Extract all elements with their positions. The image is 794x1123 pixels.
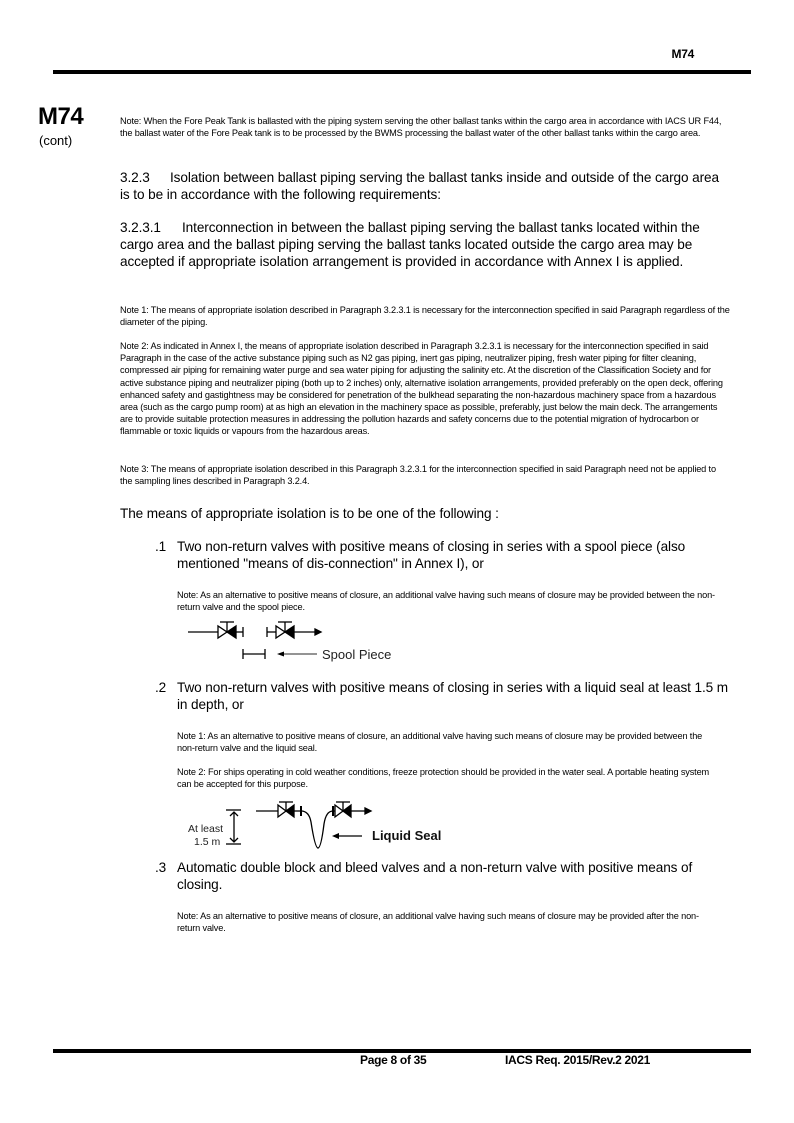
section-3-2-3	[120, 169, 730, 203]
list-marker: .2	[155, 680, 167, 695]
side-continued-label: (cont)	[39, 133, 73, 148]
list-marker: .1	[155, 539, 167, 554]
note-2: Note 2: As indicated in Annex I, the means of appropriate isolation described in Paragraph 3.2.3.1 is necessary for the interconnection specified in said Paragraph in the case of the active substance piping such as N2 gas piping, inert gas piping, neutralizer piping, fresh water piping for filter cleaning, compressed air piping for remaining water purge and sea water piping for adjusting the salinity etc. At the discretion of the Classification Society and for active substance piping and neutralizer piping (both up to 2 inches) only, alternative isolation arrangements, provided preferably on the open deck, offering enhanced safety and gastightness may be considered for penetration of the bulkhead separating the non-hazardous machinery space from a hazardous area (such as the cargo pump room) at as high an elevation in the machinery space as possible, preferably, just below the main deck. The arrangements are to provide suitable protection measures in addressing the pollution hazards and safety concerns due to the potential migration of hydrocarbon or flammable or toxic liquids or vapours from the hazardous areas.	[120, 341, 723, 437]
intro-note: Note: When the Fore Peak Tank is ballasted with the piping system serving the other ballast tanks within the cargo area in accordance with IACS UR F44, the ballast water of the Fore Peak tank is to be processed by the BWMS processing the ballast water of the other ballast tanks within the cargo area.	[120, 116, 722, 139]
document-reference: IACS Req. 2015/Rev.2 2021	[505, 1053, 651, 1067]
note-1: Note 1: The means of appropriate isolation described in Paragraph 3.2.3.1 is necessary for the interconnection specified in said Paragraph regardless of the diameter of the piping.	[120, 305, 730, 328]
section-number: 3.2.3.1	[120, 220, 161, 235]
section-3-2-3-1	[120, 219, 730, 270]
non-return-valve-icon	[218, 622, 236, 638]
liquid-seal-label: Liquid Seal	[372, 828, 442, 843]
pointer-arrow-icon	[277, 652, 284, 657]
list-item-text: Two non-return valves with positive means of closing in series with a spool piece (also mentioned "means of dis-connection" in Annex I), or	[177, 539, 686, 571]
section-text: Isolation between ballast piping serving the ballast tanks inside and outside of the cargo area is to be in accordance with the following requirements:	[120, 170, 719, 202]
header-document-code: M74	[671, 47, 694, 61]
liquid-seal-diagram	[180, 800, 460, 852]
section-number: 3.2.3	[120, 170, 150, 185]
item-1-note: Note: As an alternative to positive means of closure, an additional valve having such means of closure may be provided between the non-return valve and the spool piece.	[177, 590, 715, 613]
side-document-code: M74	[38, 103, 84, 130]
item-3-note: Note: As an alternative to positive means of closure, an additional valve having such means of closure may be provided after the non-return valve.	[177, 911, 699, 934]
depth-label-line-2: 1.5 m	[194, 836, 221, 848]
means-intro: The means of appropriate isolation is to be one of the following :	[120, 506, 499, 521]
flow-arrow-icon	[315, 629, 321, 635]
non-return-valve-icon	[335, 802, 351, 817]
item-2-note-1: Note 1: As an alternative to positive means of closure, an additional valve having such means of closure may be provided between the non-return valve and the liquid seal.	[177, 731, 703, 754]
liquid-seal-bend-icon	[301, 811, 333, 848]
flow-arrow-icon	[365, 808, 371, 814]
non-return-valve-icon	[278, 802, 294, 817]
list-item-text: Automatic double block and bleed valves and a non-return valve with positive means of closing.	[177, 860, 693, 892]
note-3: Note 3: The means of appropriate isolation described in this Paragraph 3.2.3.1 for the interconnection specified in said Paragraph need not be applied to the sampling lines described in Paragraph 3.2.4.	[120, 464, 716, 487]
page-number: Page 8 of 35	[360, 1053, 427, 1067]
header-rule	[53, 70, 751, 74]
spool-piece-label: Spool Piece	[322, 647, 392, 662]
spool-piece-icon	[243, 649, 265, 659]
non-return-valve-icon	[276, 622, 294, 638]
list-marker: .3	[155, 860, 167, 875]
list-item-text: Two non-return valves with positive means of closing in series with a liquid seal at least 1.5 m in depth, or	[177, 680, 729, 712]
item-2-note-2: Note 2: For ships operating in cold weather conditions, freeze protection should be provided in the water seal. A portable heating system can be accepted for this purpose.	[177, 767, 710, 790]
spool-piece-diagram	[185, 618, 415, 664]
depth-label-line-1: At least	[188, 823, 224, 835]
depth-dimension-icon	[226, 810, 241, 844]
section-text: Interconnection in between the ballast piping serving the ballast tanks located within the cargo area and the ballast piping serving the ballast tanks located outside the cargo area may be accepted if appropriate isolation arrangement is provided in accordance with Annex I is applied.	[120, 220, 700, 269]
pointer-arrow-icon	[332, 833, 339, 839]
